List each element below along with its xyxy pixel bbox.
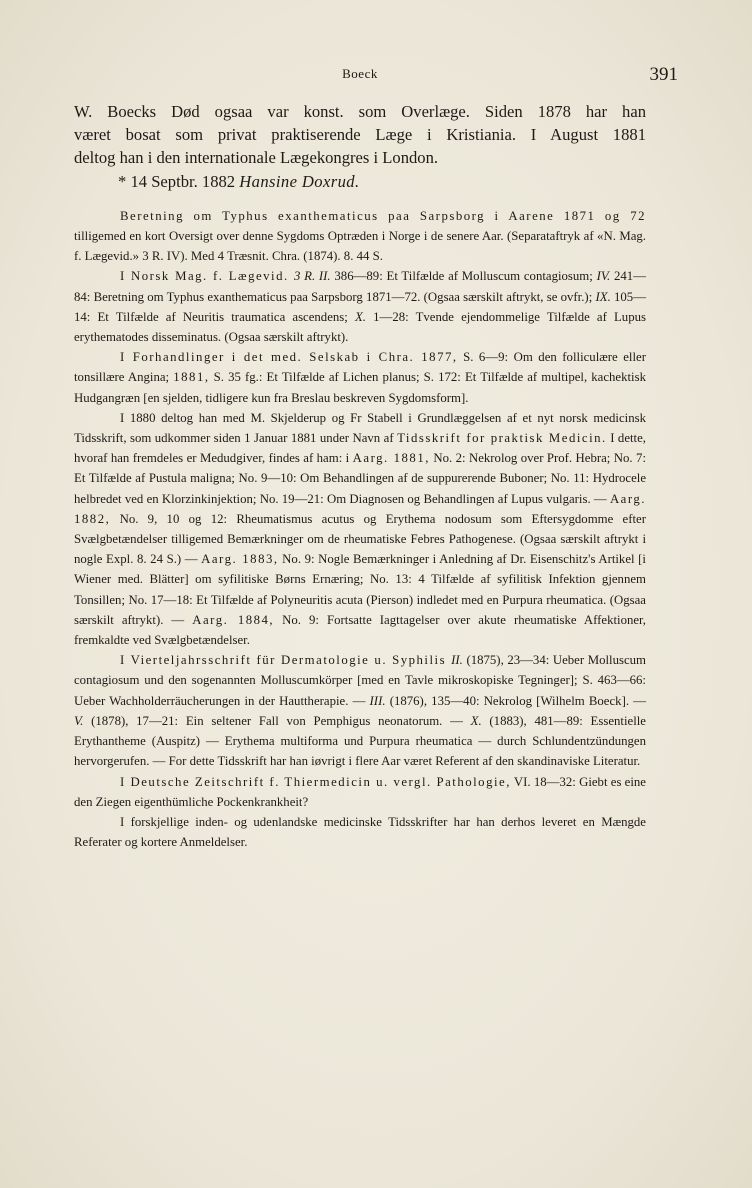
volume-reference: 3 R. II. <box>293 269 331 284</box>
running-head: Boeck <box>342 66 378 81</box>
bibliography-entry <box>74 408 646 650</box>
page-number: 391 <box>649 64 678 85</box>
entry-text: tilligemed en kort Oversigt over denne Sygdoms Optræden i Norge i de senere Aar. (Separataftryk af «N. Mag. f. Lægevid.» 3 R. IV). Med 4 Træsnit. Chra. (1874). 8. 44 S. <box>74 229 646 264</box>
entry-text: No. 9, 10 og 12: Rheumatismus acutus og Erythema nodosum som Eftersygdomme efter Svælgbetændelser tilligemed Bemærkninger om de rheumatiske Febres Pathogenese. (Ogsaa særskilt aftrykt i nogle Expl. 8. 24 S.) — <box>74 511 646 567</box>
body-text <box>74 100 646 852</box>
spaced-title: I Deutsche Zeitschrift f. Thiermedicin u. vergl. Pathologie, <box>120 774 511 789</box>
bibliography <box>74 206 646 853</box>
entry-text: No. 9: Nogle Bemærkninger i Anledning af Dr. Eisenschitz's Artikel [i Wiener med. Blätter] om syfilitiske Børns Ernæring; No. 13: 4 Tilfælde af syfilitisk Infektion gjennem Tonsillen; No. 17—18: Et Tilfælde af Polyneuritis acuta (Pierson) indledet med en Purpura rheumatica. (Ogsaa særskilt aftrykt). — <box>74 552 646 627</box>
spaced-title: I Vierteljahrsschrift für Dermatologie u. Syphilis <box>120 653 452 668</box>
entry-text: 386—89: Et Tilfælde af Molluscum contagiosum; <box>330 269 597 284</box>
bibliography-entry <box>74 812 646 852</box>
text-line: været bosat som privat praktiserende Læge i Kristiania. I August 1881 <box>74 125 646 145</box>
spaced-title: Tidsskrift for praktisk Medicin. <box>397 431 607 446</box>
volume-reference: IV. <box>596 269 611 284</box>
spaced-title: Beretning om Typhus exanthematicus paa Sarpsborg i Aarene 1871 og 72 <box>120 208 646 223</box>
entry-text: 241—84: Beretning om Typhus exanthematicus paa Sarpsborg 1871—72. (Ogsaa særskilt aftrykt, se ovfr.); <box>74 269 646 304</box>
spaced-title: I Norsk Mag. f. Lægevid. <box>120 269 294 284</box>
entry-text: I forskjellige inden- og udenlandske medicinske Tidsskrifter har han derhos leveret en Mængde Referater og kortere Anmeldelser. <box>74 814 646 850</box>
entry-text: I 1880 deltog han med M. Skjelderup og Fr Stabell i Grundlæggelsen af et nyt norsk medicinsk Tidsskrift, som udkommer siden 1 Januar 1881 under Navn af <box>74 410 646 446</box>
volume-reference: III. <box>369 693 386 708</box>
spaced-title: 1881, <box>173 370 210 385</box>
text-line: deltog han i den internationale Lægekongres i London. <box>74 148 439 168</box>
bibliography-entry <box>74 772 646 812</box>
volume-reference: V. <box>74 713 84 728</box>
bibliography-entry <box>74 206 646 267</box>
bibliography-entry <box>74 347 646 408</box>
bibliography-entry <box>74 266 646 347</box>
entry-text: 105—14: Et Tilfælde af Neuritis traumatica ascendens; <box>74 289 646 324</box>
signature-line <box>118 170 646 193</box>
entry-text: (1883), 481—89: Essentielle Erythantheme (Auspitz) — Erythema multiforma und Purpura rheumatica — durch Schlundentzündungen hervorgerufen. — For dette Tidsskrift har han iøvrigt i flere Aar været Referent af den skandinaviske Literatur. <box>74 713 646 769</box>
entry-text: No. 2: Nekrolog over Prof. Hebra; No. 7: Et Tilfælde af Pustula maligna; No. 9—10: Om Behandlingen af de suppurerende Buboner; No. 11: Hydrocele helbredet ved en Klorzinkinjektion; No. 19—21: Om Diagnosen og Behandlingen af Lupus vulgaris. — <box>74 451 646 506</box>
entry-text: S. 35 fg.: Et Tilfælde af Lichen planus; S. 172: Et Tilfælde af multipel, kachektisk Hudgangræn [en sjelden, tidligere kun fra Breslau beskreven Sygdomsform]. <box>74 370 646 405</box>
entry-text: S. 6—9: Om den folliculære eller tonsillære Angina; <box>74 350 646 385</box>
volume-reference: X. <box>470 713 482 728</box>
volume-reference: IX. <box>595 289 611 304</box>
volume-reference: X. <box>354 309 366 324</box>
spaced-title: Aarg. 1882, <box>74 491 646 526</box>
bibliography-entry <box>74 650 646 771</box>
entry-text: I dette, hvoraf han fremdeles er Medudgiver, findes af ham: i <box>74 431 646 466</box>
volume-reference: II. <box>451 653 463 668</box>
signature-date: * 14 Septbr. 1882 <box>118 171 240 191</box>
entry-text: VI. 18—32: Giebt es eine den Ziegen eigenthümliche Pockenkrankheit? <box>74 774 646 809</box>
entry-text: No. 9: Fortsatte Iagttagelser over akute rheumatiske Affektioner, fremkaldte ved Svælgbetændelser. <box>74 612 647 648</box>
biography-paragraph <box>74 100 646 170</box>
spaced-title: I Forhandlinger i det med. Selskab i Chra. 1877, <box>120 350 458 365</box>
entry-text: (1875), 23—34: Ueber Molluscum contagiosum und den sogenannten Molluscumkörper [med en Tavle mikroskopiske Tegninger]; S. 463—66: Ueber Wachholderräucherungen in der Hauttherapie. — <box>74 653 646 708</box>
text-line: W. Boecks Død ogsaa var konst. som Overlæge. Siden 1878 har han <box>74 102 646 121</box>
entry-text: 1—28: Tvende ejendommelige Tilfælde af Lupus erythematodes disseminatus. (Ogsaa særskilt aftrykt). <box>74 309 646 345</box>
entry-text: (1876), 135—40: Nekrolog [Wilhelm Boeck]. — <box>385 693 646 708</box>
page-header <box>74 62 678 86</box>
spaced-title: Aarg. 1883, <box>201 552 279 567</box>
spaced-title: Aarg. 1881, <box>352 451 430 466</box>
signature-author: Hansine Doxrud. <box>239 171 360 191</box>
entry-text: (1878), 17—21: Ein seltener Fall von Pemphigus neonatorum. — <box>83 713 471 728</box>
spaced-title: Aarg. 1884, <box>192 612 275 627</box>
